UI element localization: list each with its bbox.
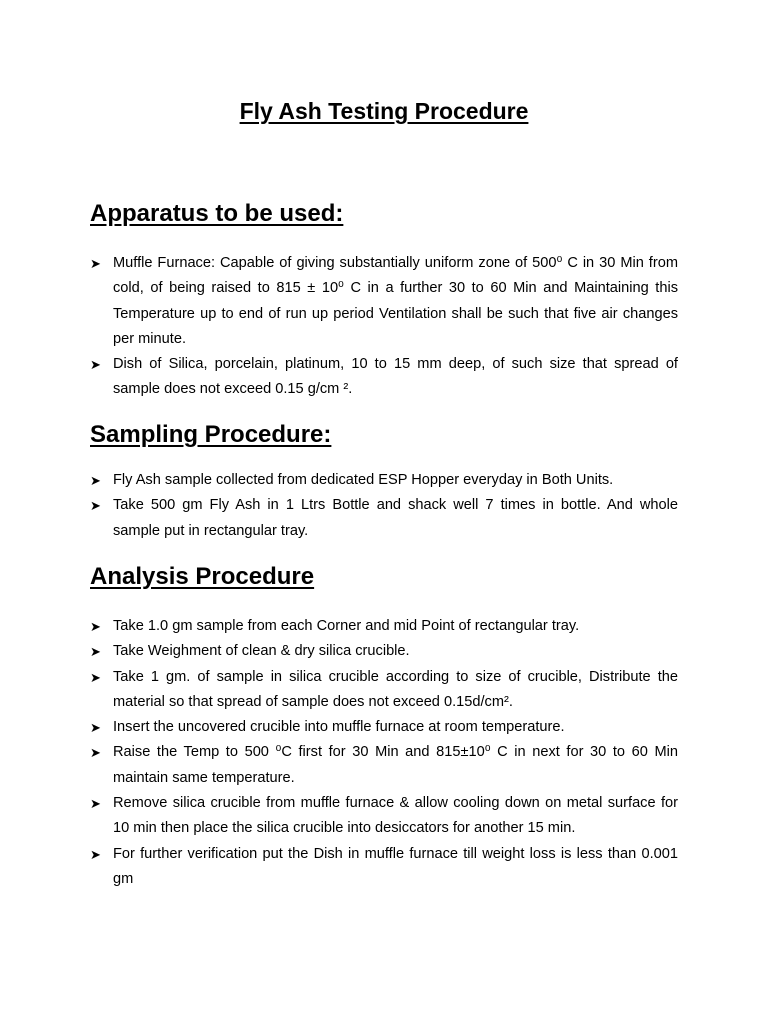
arrowhead-bullet-icon: ➤ xyxy=(90,669,101,685)
arrowhead-bullet-icon: ➤ xyxy=(90,498,101,514)
page-title: Fly Ash Testing Procedure xyxy=(239,98,529,124)
arrowhead-bullet-icon: ➤ xyxy=(90,720,101,736)
analysis-list xyxy=(90,614,678,892)
list-item: ➤ Take 1 gm. of sample in silica crucible according to size of crucible, Distribute the material so that spread of sample does not exceed 0.15d/cm². xyxy=(90,665,678,716)
sampling-list xyxy=(90,468,678,544)
list-item: ➤ Fly Ash sample collected from dedicated ESP Hopper everyday in Both Units. xyxy=(90,468,678,493)
list-item: ➤ Muffle Furnace: Capable of giving substantially uniform zone of 500⁰ C in 30 Min from cold, of being raised to 815 ± 10⁰ C in a further 30 to 60 Min and Maintaining this Temperature up to end of run up period Ventilation shall be such that five air changes per minute. xyxy=(90,251,678,352)
list-item: ➤ Take 1.0 gm sample from each Corner and mid Point of rectangular tray. xyxy=(90,614,678,639)
apparatus-list xyxy=(90,251,678,403)
list-item: ➤ Take 500 gm Fly Ash in 1 Ltrs Bottle and shack well 7 times in bottle. And whole sample put in rectangular tray. xyxy=(90,493,678,544)
list-item: ➤ Remove silica crucible from muffle furnace & allow cooling down on metal surface for 10 min then place the silica crucible into desiccators for another 15 min. xyxy=(90,791,678,842)
section-heading-sampling: Sampling Procedure: xyxy=(90,421,332,448)
arrowhead-bullet-icon: ➤ xyxy=(90,256,101,271)
arrowhead-bullet-icon: ➤ xyxy=(90,846,101,862)
list-item: ➤ Insert the uncovered crucible into muffle furnace at room temperature. xyxy=(90,715,678,740)
arrowhead-bullet-icon: ➤ xyxy=(90,796,101,812)
section-heading-analysis: Analysis Procedure xyxy=(90,563,315,590)
list-item: ➤ Take Weighment of clean & dry silica crucible. xyxy=(90,639,678,664)
list-item: ➤ For further verification put the Dish in muffle furnace till weight loss is less than 0.001 gm xyxy=(90,842,678,893)
arrowhead-bullet-icon: ➤ xyxy=(90,473,101,488)
list-item: ➤ Raise the Temp to 500 ⁰C first for 30 Min and 815±10⁰ C in next for 30 to 60 Min maintain same temperature. xyxy=(90,740,678,791)
arrowhead-bullet-icon: ➤ xyxy=(90,357,101,373)
arrowhead-bullet-icon: ➤ xyxy=(90,644,101,660)
section-heading-apparatus: Apparatus to be used: xyxy=(90,200,344,227)
arrowhead-bullet-icon: ➤ xyxy=(90,619,101,634)
list-item: ➤ Dish of Silica, porcelain, platinum, 10 to 15 mm deep, of such size that spread of sample does not exceed 0.15 g/cm ². xyxy=(90,352,678,403)
arrowhead-bullet-icon: ➤ xyxy=(90,745,101,761)
